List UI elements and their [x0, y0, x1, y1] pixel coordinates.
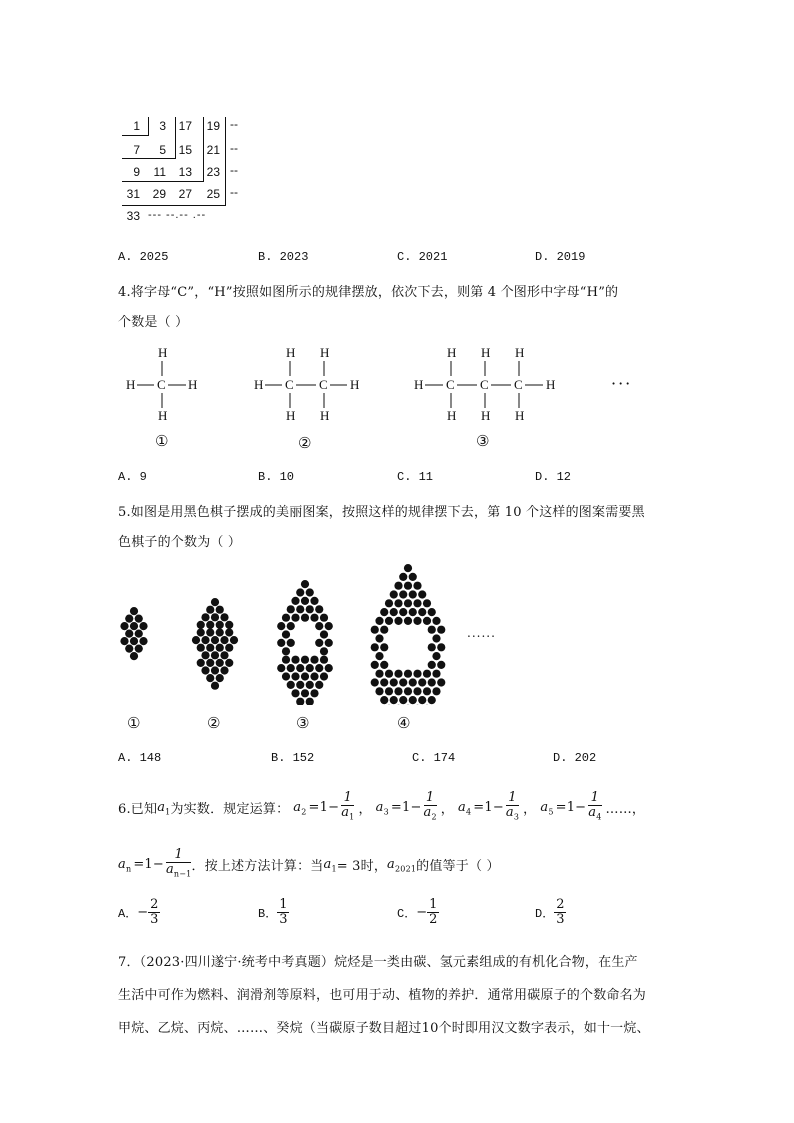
- black-dot: [428, 643, 436, 651]
- choice-label: C．: [397, 907, 417, 921]
- black-dot: [315, 622, 323, 630]
- svg-text:H: H: [320, 408, 330, 423]
- black-dot: [291, 672, 299, 680]
- black-dot: [394, 617, 402, 625]
- grid-dash: --: [230, 117, 238, 131]
- black-dot: [197, 628, 205, 636]
- choice-d: [535, 898, 566, 927]
- choice-d: D. 202: [553, 751, 597, 765]
- grid-line: [122, 205, 226, 206]
- choice-b: B. 10: [258, 470, 295, 484]
- grid-line: [122, 135, 148, 136]
- black-dot: [409, 678, 417, 686]
- svg-text:H: H: [254, 377, 264, 392]
- grid-line: [122, 158, 176, 159]
- black-dot: [409, 590, 417, 598]
- grid-line: [122, 181, 204, 182]
- grid-line: [225, 117, 226, 206]
- molecule-ellipsis: ···: [611, 374, 633, 393]
- black-dot: [135, 615, 143, 623]
- molecule-2: [254, 345, 359, 423]
- black-dot: [130, 622, 138, 630]
- black-dot: [325, 639, 333, 647]
- black-dot: [437, 661, 445, 669]
- svg-text:C: C: [514, 377, 523, 392]
- grid-cell: 21: [206, 143, 220, 157]
- black-dot: [220, 666, 228, 674]
- frac-a4: $\frac{1}{a_4}$: [588, 790, 602, 822]
- black-dot: [216, 644, 224, 652]
- grid-cell: 29: [152, 187, 166, 201]
- q7-line1: 7．（2023·四川遂宁·统考中考真题）烷烃是一类由碳、氢元素组成的有机化合物，在生产: [118, 955, 638, 970]
- svg-text:H: H: [515, 345, 525, 360]
- figure-label-1: ①: [127, 714, 141, 732]
- molecule-figures: [118, 340, 678, 455]
- choice-c: [397, 898, 439, 927]
- svg-text:H: H: [158, 345, 168, 360]
- black-dot: [310, 689, 318, 697]
- svg-text:H: H: [447, 345, 457, 360]
- svg-text:C: C: [285, 377, 294, 392]
- black-dot: [423, 599, 431, 607]
- black-dot: [413, 617, 421, 625]
- black-dot: [230, 636, 238, 644]
- black-dot: [423, 687, 431, 695]
- choice-frac: $\frac{1}{2}$: [429, 897, 438, 927]
- grid-dash: --: [230, 163, 238, 177]
- choice-label: A．: [118, 907, 138, 921]
- black-dot: [404, 599, 412, 607]
- black-dot: [216, 606, 224, 614]
- black-dot: [291, 614, 299, 622]
- figure-label-3: ③: [296, 714, 310, 732]
- q6-stem-line1: 6.已知 $a_1$ 为实数．规定运算： $a_2$ =1− $\frac{1}{a_1}$ ， $a_3$ =1− $\frac{1}{a_2}$ ， $a_4$ =1− $\frac{1}{a_3}$ ， $a_5$ =1− $\frac{1}{a_4}$ ……，: [118, 791, 645, 825]
- molecule-1: [126, 345, 197, 423]
- black-dot: [418, 696, 426, 704]
- black-dot: [287, 664, 295, 672]
- black-dot: [301, 614, 309, 622]
- svg-text:H: H: [286, 408, 296, 423]
- black-dot: [418, 590, 426, 598]
- black-dot: [201, 636, 209, 644]
- black-dot: [201, 613, 209, 621]
- black-dot: [399, 678, 407, 686]
- choice-c: C. 11: [397, 470, 434, 484]
- black-dot: [211, 651, 219, 659]
- choice-frac: $\frac{2}{3}$: [150, 897, 159, 927]
- eq-a3: $a_3$: [375, 799, 389, 817]
- choice-a: [118, 898, 160, 927]
- svg-text:H: H: [126, 377, 136, 392]
- black-dot: [390, 608, 398, 616]
- var-a2021: $a_{2021}$: [387, 856, 417, 874]
- black-dot: [432, 687, 440, 695]
- black-dot: [211, 613, 219, 621]
- choice-sign: −: [416, 905, 428, 920]
- svg-text:C: C: [446, 377, 455, 392]
- svg-text:H: H: [188, 377, 198, 392]
- black-dot: [125, 645, 133, 653]
- black-dot: [310, 672, 318, 680]
- grid-line: [203, 117, 204, 182]
- q5-stem-line2: 色棋子的个数为（ ）: [118, 535, 242, 550]
- black-dot: [385, 599, 393, 607]
- grid-dash: --: [230, 141, 238, 155]
- black-dot: [216, 659, 224, 667]
- black-dot: [432, 617, 440, 625]
- black-dot: [437, 678, 445, 686]
- black-dot: [428, 661, 436, 669]
- black-dot: [320, 647, 328, 655]
- grid-cell: 27: [178, 187, 192, 201]
- choice-a: A. 9: [118, 470, 147, 484]
- black-dot: [399, 590, 407, 598]
- q6-stem-line2: $a_n$ =1− $\frac{1}{a_{n-1}}$ ．按上述方法计算：当 $a_1$ = 3时， $a_{2021}$ 的值等于（ ）: [118, 848, 500, 882]
- svg-text:H: H: [350, 377, 360, 392]
- black-dot: [404, 687, 412, 695]
- q4-stem-line2: 个数是（ ）: [118, 315, 189, 330]
- black-dot: [291, 597, 299, 605]
- black-dot: [201, 651, 209, 659]
- black-dot: [296, 681, 304, 689]
- black-dot: [282, 672, 290, 680]
- black-dot: [197, 644, 205, 652]
- black-dot: [306, 664, 314, 672]
- black-dot: [211, 636, 219, 644]
- black-dot: [220, 651, 228, 659]
- choice-sign: −: [137, 905, 149, 920]
- black-dot: [287, 681, 295, 689]
- black-dot: [282, 614, 290, 622]
- molecule-3: [414, 345, 555, 423]
- black-dot: [216, 621, 224, 629]
- black-dot: [135, 645, 143, 653]
- black-dot: [432, 670, 440, 678]
- var-a1: $a_1$: [323, 856, 337, 874]
- black-dot: [216, 628, 224, 636]
- dot-ellipsis: ......: [467, 626, 496, 640]
- black-dot: [385, 617, 393, 625]
- choice-b: B. 152: [271, 751, 315, 765]
- svg-text:H: H: [320, 345, 330, 360]
- black-dot: [413, 670, 421, 678]
- black-dot: [301, 597, 309, 605]
- black-dot: [296, 664, 304, 672]
- black-dot: [206, 644, 214, 652]
- black-dot: [291, 689, 299, 697]
- q4-stem-line1: 4.将字母“C”，“H”按照如图所示的规律摆放，依次下去，则第 4 个图形中字母“H”的: [118, 285, 619, 300]
- black-dot: [320, 630, 328, 638]
- black-dot: [380, 626, 388, 634]
- q6-line2-tail: ．按上述方法计算：当: [191, 859, 324, 875]
- black-dot: [301, 656, 309, 664]
- black-dot: [409, 573, 417, 581]
- black-dot: [385, 670, 393, 678]
- black-dot: [301, 672, 309, 680]
- black-dot: [277, 622, 285, 630]
- black-dot: [432, 652, 440, 660]
- black-dot: [375, 634, 383, 642]
- black-dot: [282, 647, 290, 655]
- frac-a1: $\frac{1}{a_1}$: [341, 790, 355, 822]
- grid-cell: 33: [126, 209, 140, 223]
- black-dot: [206, 606, 214, 614]
- choice-c: C. 2021: [397, 250, 448, 264]
- black-dot: [296, 588, 304, 596]
- grid-line: [175, 117, 176, 159]
- black-dot: [125, 615, 133, 623]
- black-dot: [375, 670, 383, 678]
- black-dot: [428, 696, 436, 704]
- choice-frac: $\frac{2}{3}$: [556, 897, 565, 927]
- black-dot: [306, 605, 314, 613]
- grid-cell: 17: [178, 119, 192, 133]
- black-dot: [197, 621, 205, 629]
- choice-c: C. 174: [412, 751, 456, 765]
- dot-pattern-figures: [110, 560, 510, 705]
- black-dot: [404, 582, 412, 590]
- grid-cell: 1: [133, 119, 140, 133]
- black-dot: [423, 670, 431, 678]
- figure-label-1: ①: [155, 432, 169, 450]
- black-dot: [282, 656, 290, 664]
- black-dot: [310, 656, 318, 664]
- black-dot: [125, 630, 133, 638]
- black-dot: [306, 698, 314, 705]
- figure-label-2: ②: [207, 714, 221, 732]
- figure-label-2: ②: [298, 434, 312, 452]
- black-dot: [385, 687, 393, 695]
- black-dot: [394, 582, 402, 590]
- black-dot: [315, 639, 323, 647]
- black-dot: [282, 630, 290, 638]
- grid-cell: 15: [178, 143, 192, 157]
- black-dot: [390, 590, 398, 598]
- black-dot: [139, 622, 147, 630]
- svg-text:H: H: [158, 408, 168, 423]
- black-dot: [287, 622, 295, 630]
- black-dot: [325, 622, 333, 630]
- choice-label: D．: [535, 907, 555, 921]
- choice-label: B．: [258, 907, 278, 921]
- eq-a2: $a_2$: [293, 799, 307, 817]
- black-dot: [320, 614, 328, 622]
- black-dot: [409, 696, 417, 704]
- black-dot: [399, 608, 407, 616]
- black-dot: [301, 580, 309, 588]
- black-dot: [206, 659, 214, 667]
- black-dot: [315, 605, 323, 613]
- grid-cell: 25: [206, 187, 220, 201]
- black-dot: [413, 582, 421, 590]
- grid-dash: --: [230, 185, 238, 199]
- black-dot: [375, 617, 383, 625]
- black-dot: [428, 626, 436, 634]
- black-dot: [120, 622, 128, 630]
- black-dot: [211, 598, 219, 606]
- black-dot: [413, 599, 421, 607]
- choice-d: D. 12: [535, 470, 572, 484]
- black-dot: [375, 652, 383, 660]
- black-dot: [418, 608, 426, 616]
- black-dot: [320, 672, 328, 680]
- black-dot: [315, 681, 323, 689]
- black-dot: [277, 639, 285, 647]
- eq-a4: $a_4$: [458, 799, 472, 817]
- grid-cell: 23: [206, 165, 220, 179]
- grid-cell: 31: [126, 187, 140, 201]
- black-dot: [320, 656, 328, 664]
- black-dot: [225, 659, 233, 667]
- black-dot: [413, 687, 421, 695]
- black-dot: [277, 664, 285, 672]
- black-dot: [211, 666, 219, 674]
- black-dot: [130, 637, 138, 645]
- black-dot: [206, 628, 214, 636]
- grid-cell: 3: [159, 119, 166, 133]
- black-dot: [404, 617, 412, 625]
- black-dot: [216, 674, 224, 682]
- black-dot: [394, 670, 402, 678]
- black-dot: [225, 621, 233, 629]
- black-dot: [404, 670, 412, 678]
- grid-cell: 11: [153, 165, 166, 179]
- black-dot: [371, 626, 379, 634]
- black-dot: [206, 674, 214, 682]
- grid-cell: 19: [206, 119, 220, 133]
- q6-mid1: 为实数．规定运算：: [170, 802, 290, 818]
- choice-a: A. 2025: [118, 250, 169, 264]
- grid-cell: 9: [133, 165, 140, 179]
- black-dot: [371, 678, 379, 686]
- choice-b: B. 2023: [258, 250, 309, 264]
- black-dot: [225, 644, 233, 652]
- black-dot: [399, 573, 407, 581]
- var-a1: $a_1$: [157, 799, 171, 817]
- black-dot: [380, 608, 388, 616]
- choice-frac: $\frac{1}{3}$: [279, 897, 288, 927]
- frac-a2: $\frac{1}{a_2}$: [423, 790, 437, 822]
- q6-line2-end: 的值等于（ ）: [416, 859, 500, 875]
- svg-text:H: H: [481, 345, 491, 360]
- svg-text:C: C: [480, 377, 489, 392]
- black-dot: [371, 643, 379, 651]
- svg-text:H: H: [414, 377, 424, 392]
- black-dot: [225, 628, 233, 636]
- black-dot: [220, 613, 228, 621]
- black-dot: [287, 605, 295, 613]
- svg-text:H: H: [447, 408, 457, 423]
- black-dot: [120, 637, 128, 645]
- svg-text:C: C: [157, 377, 166, 392]
- black-dot: [394, 687, 402, 695]
- figure-label-4: ④: [397, 714, 411, 732]
- black-dot: [428, 608, 436, 616]
- black-dot: [375, 687, 383, 695]
- black-dot: [130, 652, 138, 660]
- black-dot: [306, 588, 314, 596]
- figure-label-3: ③: [476, 432, 490, 450]
- black-dot: [399, 696, 407, 704]
- svg-text:C: C: [319, 377, 328, 392]
- black-dot: [418, 678, 426, 686]
- black-dot: [296, 605, 304, 613]
- black-dot: [315, 664, 323, 672]
- frac-a3: $\frac{1}{a_3}$: [505, 790, 520, 822]
- black-dot: [287, 639, 295, 647]
- eq-an: $a_n$: [118, 856, 132, 874]
- black-dot: [428, 678, 436, 686]
- black-dot: [310, 614, 318, 622]
- black-dot: [371, 661, 379, 669]
- black-dot: [135, 630, 143, 638]
- black-dot: [130, 607, 138, 615]
- black-dot: [394, 599, 402, 607]
- q6-line2-tail2: = 3时，: [336, 859, 388, 875]
- grid-cell: 13: [178, 165, 192, 179]
- svg-text:H: H: [546, 377, 556, 392]
- q6-dots: ……，: [605, 802, 646, 818]
- black-dot: [437, 626, 445, 634]
- black-dot: [380, 661, 388, 669]
- black-dot: [437, 643, 445, 651]
- q7-line3: 甲烷、乙烷、丙烷、……、癸烷（当碳原子数目超过10个时即用汉文数字表示，如十一烷、: [118, 1021, 650, 1036]
- black-dot: [380, 696, 388, 704]
- black-dot: [197, 659, 205, 667]
- black-dot: [296, 698, 304, 705]
- black-dot: [390, 696, 398, 704]
- grid-cell: 5: [159, 143, 166, 157]
- black-dot: [206, 621, 214, 629]
- grid-tail: --- --.-- .--: [148, 209, 207, 221]
- black-dot: [291, 656, 299, 664]
- q6-prefix: 6.已知: [118, 802, 158, 818]
- grid-line: [148, 117, 149, 136]
- black-dot: [310, 597, 318, 605]
- choice-a: A. 148: [118, 751, 162, 765]
- black-dot: [201, 666, 209, 674]
- black-dot: [192, 636, 200, 644]
- choice-d: D. 2019: [535, 250, 586, 264]
- number-spiral-grid: [118, 113, 258, 225]
- grid-cell: 7: [133, 143, 140, 157]
- q5-stem-line1: 5.如图是用黑色棋子摆成的美丽图案，按照这样的规律摆下去，第 10 个这样的图案需要黑: [118, 505, 645, 520]
- black-dot: [325, 664, 333, 672]
- eq-a5: $a_5$: [540, 799, 554, 817]
- svg-text:H: H: [286, 345, 296, 360]
- black-dot: [380, 643, 388, 651]
- black-dot: [301, 689, 309, 697]
- frac-an-1: $\frac{1}{a_{n-1}}$: [165, 847, 192, 879]
- svg-text:H: H: [481, 408, 491, 423]
- choice-b: [258, 898, 289, 927]
- black-dot: [211, 682, 219, 690]
- black-dot: [409, 608, 417, 616]
- black-dot: [306, 681, 314, 689]
- black-dot: [404, 564, 412, 572]
- black-dot: [380, 678, 388, 686]
- black-dot: [432, 634, 440, 642]
- svg-text:H: H: [515, 408, 525, 423]
- black-dot: [423, 617, 431, 625]
- black-dot: [139, 637, 147, 645]
- black-dot: [390, 678, 398, 686]
- black-dot: [220, 636, 228, 644]
- q7-line2: 生活中可作为燃料、润滑剂等原料，也可用于动、植物的养护．通常用碳原子的个数命名为: [118, 988, 647, 1003]
